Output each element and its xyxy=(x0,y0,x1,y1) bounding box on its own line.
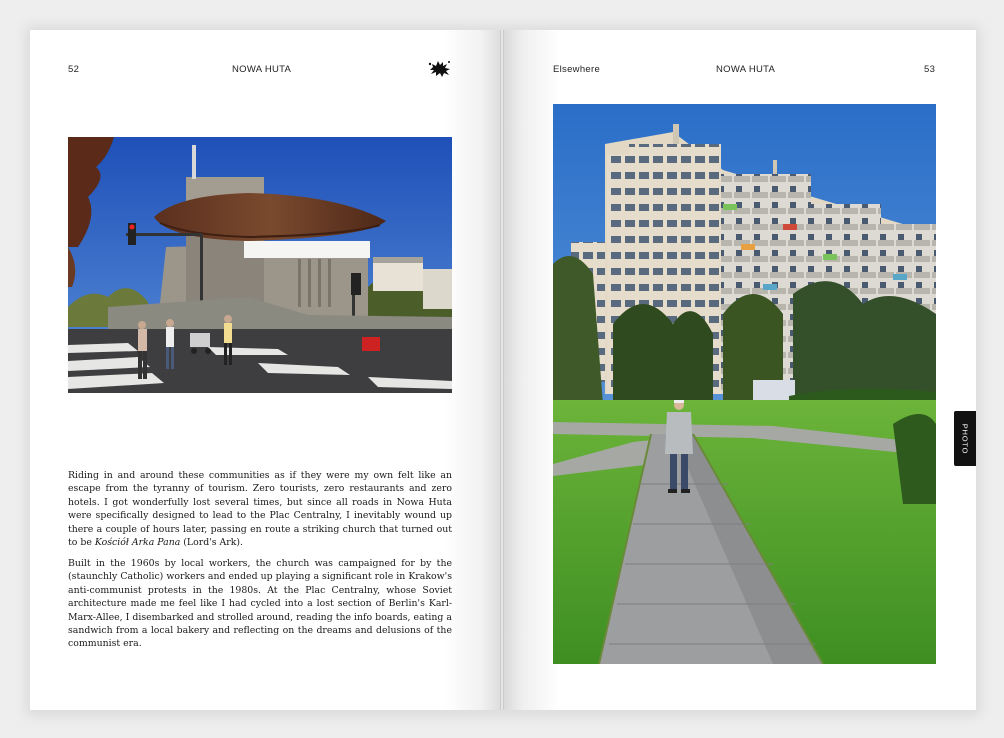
housing-block-photo xyxy=(553,104,936,664)
body-paragraph-2: Built in the 1960s by local workers, the church was campaigned for by the (staunchly Catholic) workers and ended up playing a significant role in Krakow's anti-communist protests in the 1980s. At the Plac Centralny, whose Soviet architecture made me feel like I had cycled into a lost section of Berlin's Karl-Marx-Allee, I disembarked and strolled around, reading the info boards, eating a sandwich from a local bakery and reflecting on the dreams and delusions of the communist era. xyxy=(68,558,452,650)
paragraph-1-text: Riding in and around these communities as if they were my own felt like an escape from the tyranny of tourism. Zero tourists, zero restaurants and zero hotels. I got wonderfully lost several times, but since all roads in Nowa Huta were specifically designed to lead to the Plac Centralny, I inevitably wound up there a couple of hours later, passing en route a striking church that turned out to be xyxy=(68,470,452,549)
church-photo xyxy=(68,137,452,393)
body-paragraph-1 xyxy=(68,469,452,549)
side-tab-label: PHOTO xyxy=(960,423,970,454)
right-page-number: 53 xyxy=(924,64,936,75)
photo-side-tab xyxy=(954,411,976,466)
church-name-emphasis: Kościół Arka Pana xyxy=(94,537,181,549)
left-running-head: NOWA HUTA xyxy=(232,64,292,75)
right-running-head: NOWA HUTA xyxy=(716,64,776,75)
section-label: Elsewhere xyxy=(553,64,601,75)
paragraph-1-text-end: (Lord's Ark). xyxy=(180,537,244,549)
splat-icon xyxy=(427,58,453,78)
left-page-number: 52 xyxy=(68,64,80,75)
book-gutter xyxy=(500,30,504,710)
